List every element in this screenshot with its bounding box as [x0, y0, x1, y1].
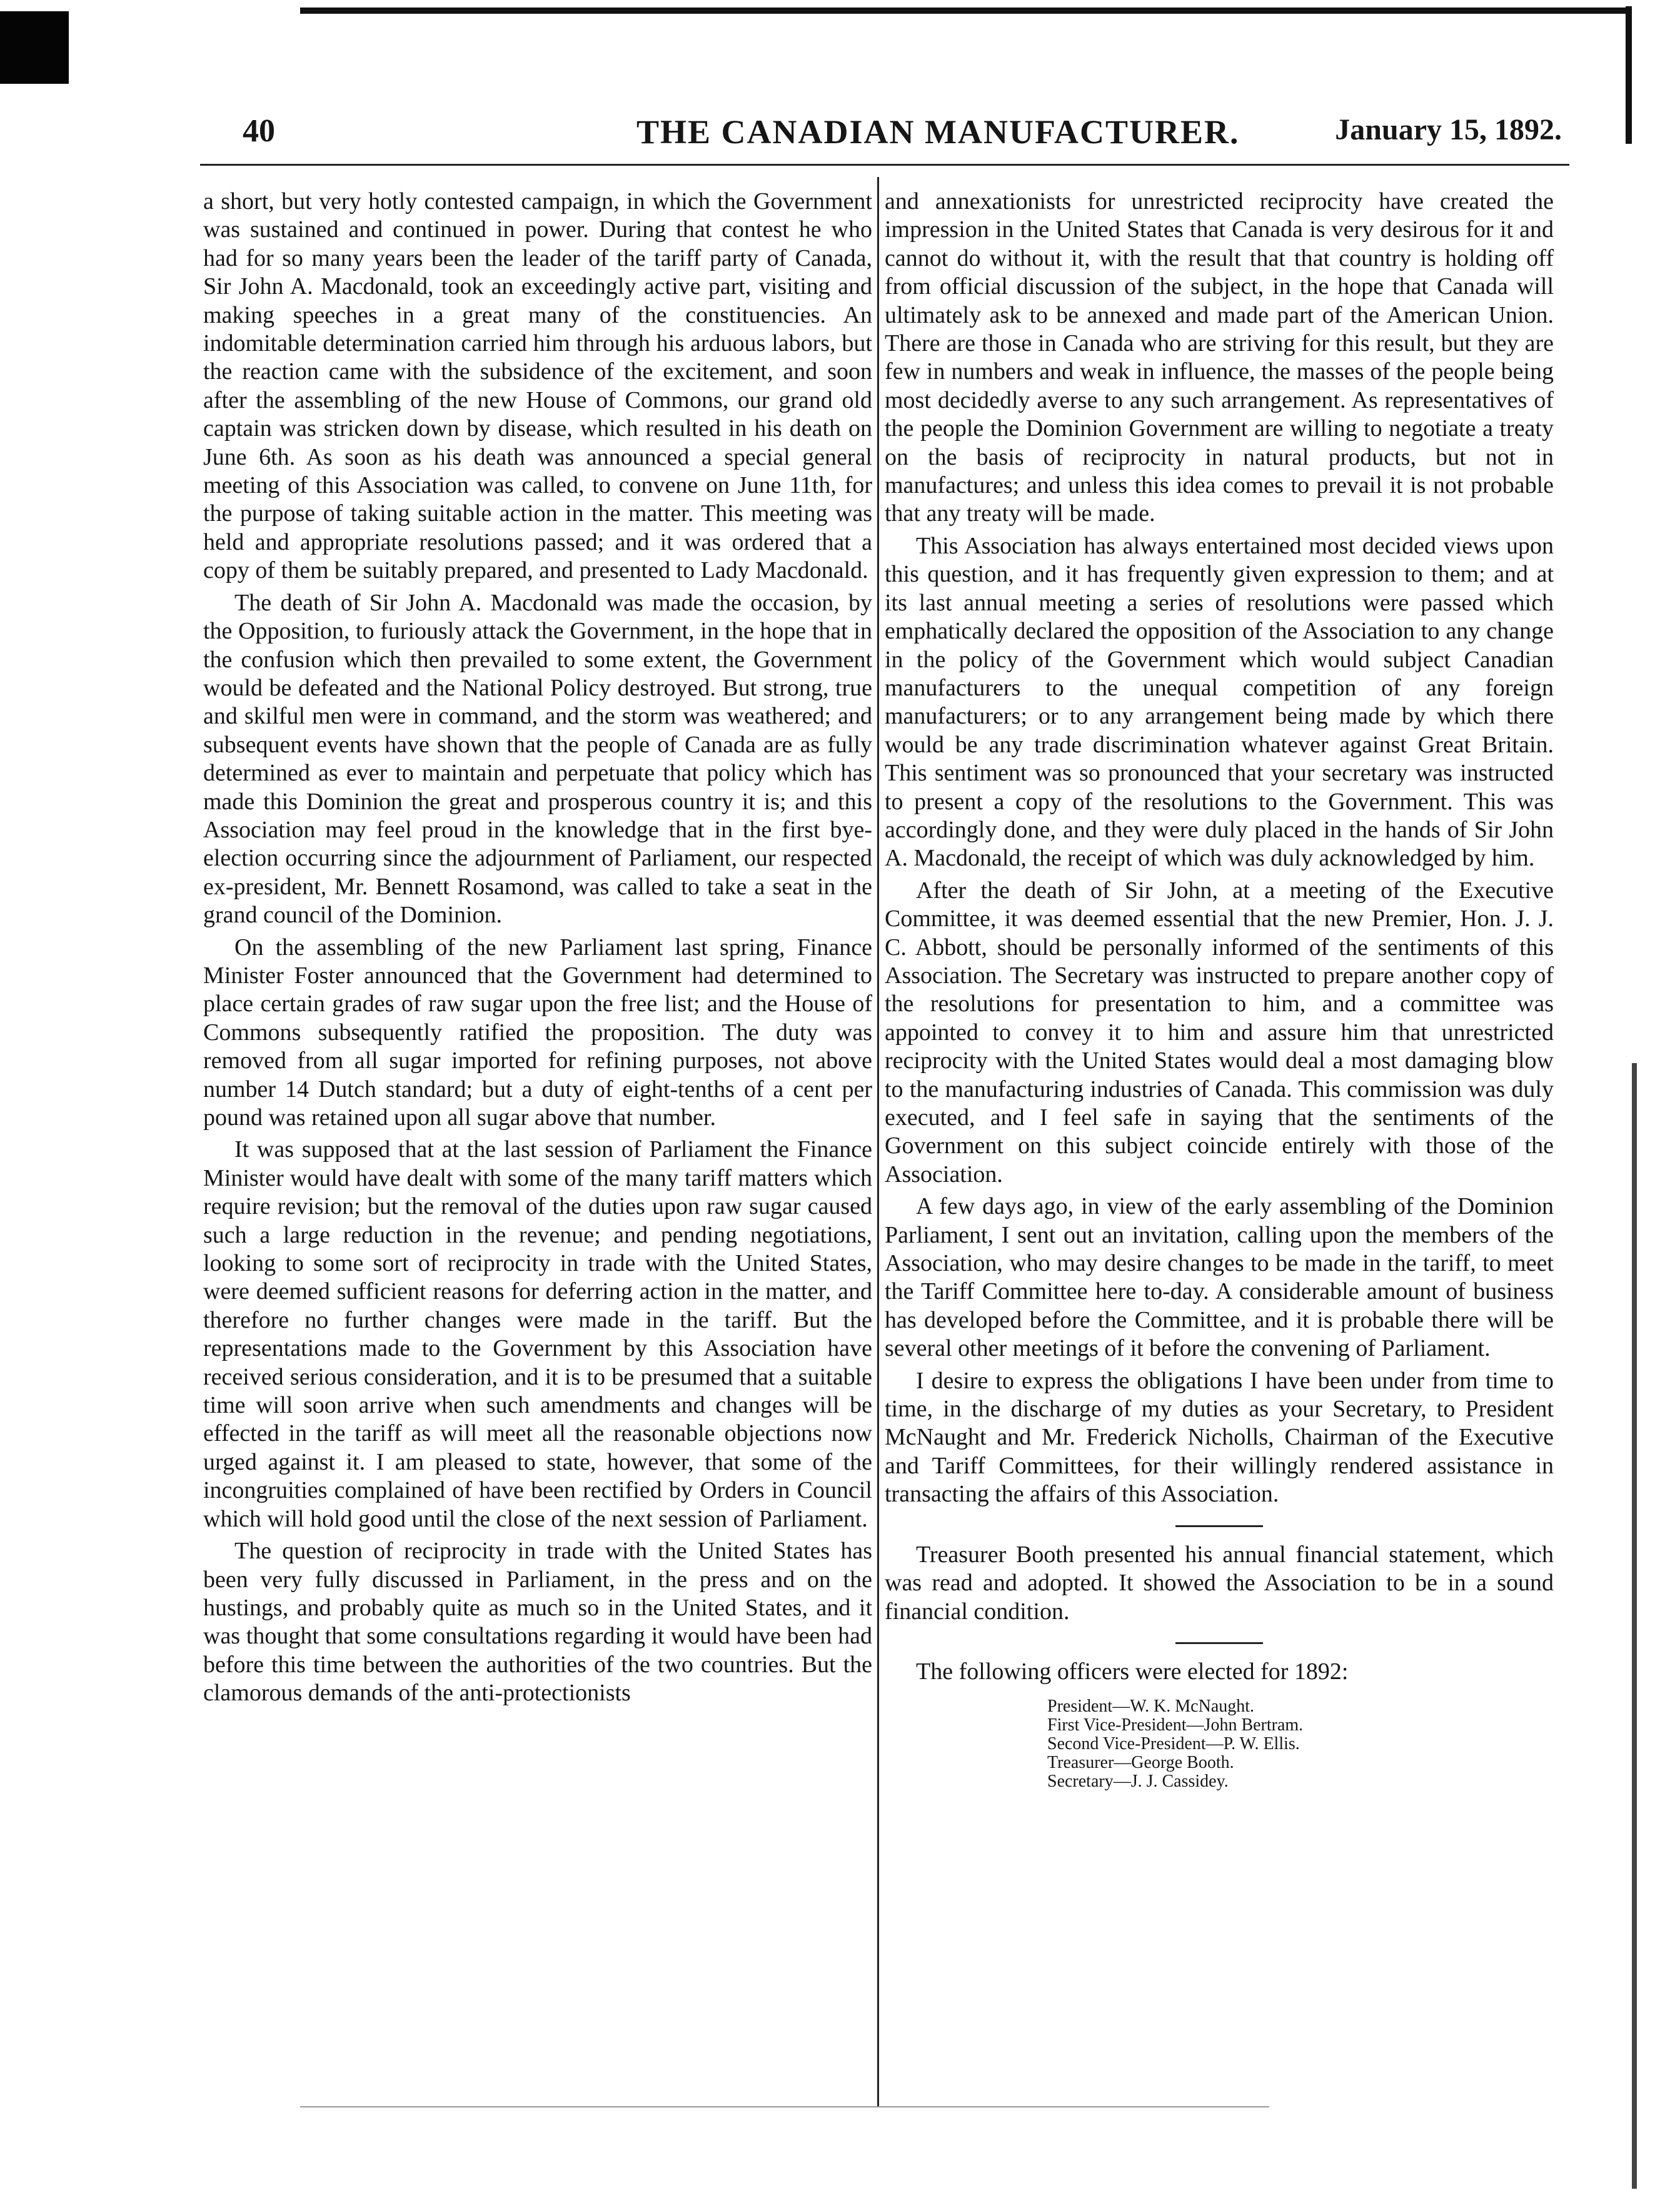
paragraph: and annexationists for unrestricted reciprocity have created the impression in the United States that Canada is very desirous for it and cannot do without it, with the result that that country is holding off from official discussion of the subject, in the hope that Canada will ultimately ask to be annexed and made part of the American Union. There are those in Canada who are striving for this result, but they are few in numbers and weak in influence, the masses of the people being most decidedly averse to any such arrangement. As representatives of the people the Dominion Government are willing to negotiate a treaty on the basis of reciprocity in natural products, but not in manufactures; and unless this idea comes to prevail it is not probable that any treaty will be made.	[885, 188, 1554, 527]
top-rule-right	[1626, 6, 1632, 144]
paragraph: It was supposed that at the last session of Parliament the Finance Minister would have dealt with some of the many tariff matters which require revision; but the removal of the duties upon raw sugar caused such a large reduction in the revenue; and pending negotiations, looking to some sort of reciprocity in trade with the United States, were deemed sufficient reasons for deferring action in the matter, and therefore no further changes were made in the tariff. But the representations made to the Government by this Association have received serious consideration, and it is to be presumed that a suitable time will soon arrive when such amendments and changes will be effected in the tariff as will meet all the reasonable objections now urged against it. I am pleased to state, however, that some of the incongruities complained of have been rectified by Orders in Council which will hold good until the close of the next session of Parliament.	[203, 1136, 872, 1532]
paragraph: The death of Sir John A. Macdonald was made the occasion, by the Opposition, to furiously attack the Government, in the hope that in the confusion which then prevailed to some extent, the Government would be defeated and the National Policy destroyed. But strong, true and skilful men were in command, and the storm was weathered; and subsequent events have shown that the people of Canada are as fully determined as ever to maintain and perpetuate that policy which has made this Dominion the great and prosperous country it is; and this Association may feel proud in the knowledge that in the first bye-election occurring since the adjournment of Parliament, our respected ex-president, Mr. Bennett Rosamond, was called to take a seat in the grand council of the Dominion.	[203, 589, 872, 929]
issue-date: January 15, 1892.	[1335, 113, 1562, 146]
margin-scan-strip	[1632, 1063, 1637, 2189]
column-divider	[877, 177, 879, 2106]
treasurer-note: Treasurer Booth presented his annual financial statement, which was read and adopted. It showed the Association to be in a sound financial condition.	[885, 1541, 1554, 1625]
page-number: 40	[243, 113, 275, 149]
right-column	[885, 188, 1554, 1791]
officer-entry: Secretary—J. J. Cassidey.	[1047, 1772, 1229, 1792]
officer-entry: Treasurer—George Booth.	[1047, 1753, 1234, 1773]
paragraph: On the assembling of the new Parliament last spring, Finance Minister Foster announced that the Government had determined to place certain grades of raw sugar upon the free list; and the House of Commons subsequently ratified the proposition. The duty was removed from all sugar imported for refining purposes, not above number 14 Dutch standard; but a duty of eight-tenths of a cent per pound was retained upon all sugar above that number.	[203, 934, 872, 1131]
journal-title: THE CANADIAN MANUFACTURER.	[636, 113, 1240, 151]
left-column	[203, 188, 872, 1712]
paragraph: I desire to express the obligations I have been under from time to time, in the discharge of my duties as your Secretary, to President McNaught and Mr. Frederick Nicholls, Chairman of the Executive and Tariff Committees, for their willingly rendered assistance in transacting the affairs of this Association.	[885, 1367, 1554, 1508]
section-rule	[1175, 1642, 1263, 1644]
officers-intro: The following officers were elected for 1892:	[916, 1658, 1349, 1685]
scan-edge-black	[0, 11, 69, 84]
paragraph: A few days ago, in view of the early assembling of the Dominion Parliament, I sent out an invitation, calling upon the members of the Association, who may desire changes to be made in the tariff, to meet the Tariff Committee here to-day. A considerable amount of business has developed before the Committee, and it is probable there will be several other meetings of it before the convening of Parliament.	[885, 1193, 1554, 1362]
officer-entry: Second Vice-President—P. W. Ellis.	[1047, 1734, 1300, 1754]
officer-entry: First Vice-President—John Bertram.	[1047, 1715, 1304, 1735]
paragraph: This Association has always entertained most decided views upon this question, and it has frequently given expression to them; and at its last annual meeting a series of resolutions were passed which emphatically declared the opposition of the Association to any change in the policy of the Government which would subject Canadian manufacturers to the unequal competition of any foreign manufacturers; or to any arrangement being made by which there would be any trade discrimination whatever against Great Britain. This sentiment was so pronounced that your secretary was instructed to present a copy of the resolutions to the Government. This was accordingly done, and they were duly placed in the hands of Sir John A. Macdonald, the receipt of which was duly acknowledged by him.	[885, 532, 1554, 872]
paragraph: After the death of Sir John, at a meeting of the Executive Committee, it was deemed essential that the new Premier, Hon. J. J. C. Abbott, should be personally informed of the sentiments of this Association. The Secretary was instructed to prepare another copy of the resolutions for presentation to him, and a committee was appointed to convey it to him and assure him that unrestricted reciprocity with the United States would deal a most damaging blow to the manufacturing industries of Canada. This commission was duly executed, and I feel safe in saying that the sentiments of the Government on this subject coincide entirely with those of the Association.	[885, 877, 1554, 1188]
bottom-rule	[300, 2106, 1269, 2107]
page-header	[243, 113, 1562, 163]
officer-entry: President—W. K. McNaught.	[1047, 1697, 1255, 1717]
paragraph: The question of reciprocity in trade with the United States has been very fully discussed in Parliament, in the press and on the hustings, and probably quite as much so in the United States, and it was thought that some consultations regarding it would have been had before this time between the authorities of the two countries. But the clamorous demands of the anti-protectionists	[203, 1538, 872, 1707]
header-rule	[200, 164, 1569, 166]
paragraph: a short, but very hotly contested campaign, in which the Government was sustained and continued in power. During that contest he who had for so many years been the leader of the tariff party of Canada, Sir John A. Macdonald, took an exceedingly active part, visiting and making speeches in a great many of the constituencies. An indomitable determination carried him through his arduous labors, but the reaction came with the subsidence of the excitement, and soon after the assembling of the new House of Commons, our grand old captain was stricken down by disease, which resulted in his death on June 6th. As soon as his death was announced a special general meeting of this Association was called, to convene on June 11th, for the purpose of taking suitable action in the matter. This meeting was held and appropriate resolutions passed; and it was ordered that a copy of them be suitably prepared, and presented to Lady Macdonald.	[203, 188, 872, 584]
top-rule	[300, 8, 1632, 14]
section-rule	[1175, 1525, 1263, 1527]
officers-list	[885, 1697, 1554, 1791]
